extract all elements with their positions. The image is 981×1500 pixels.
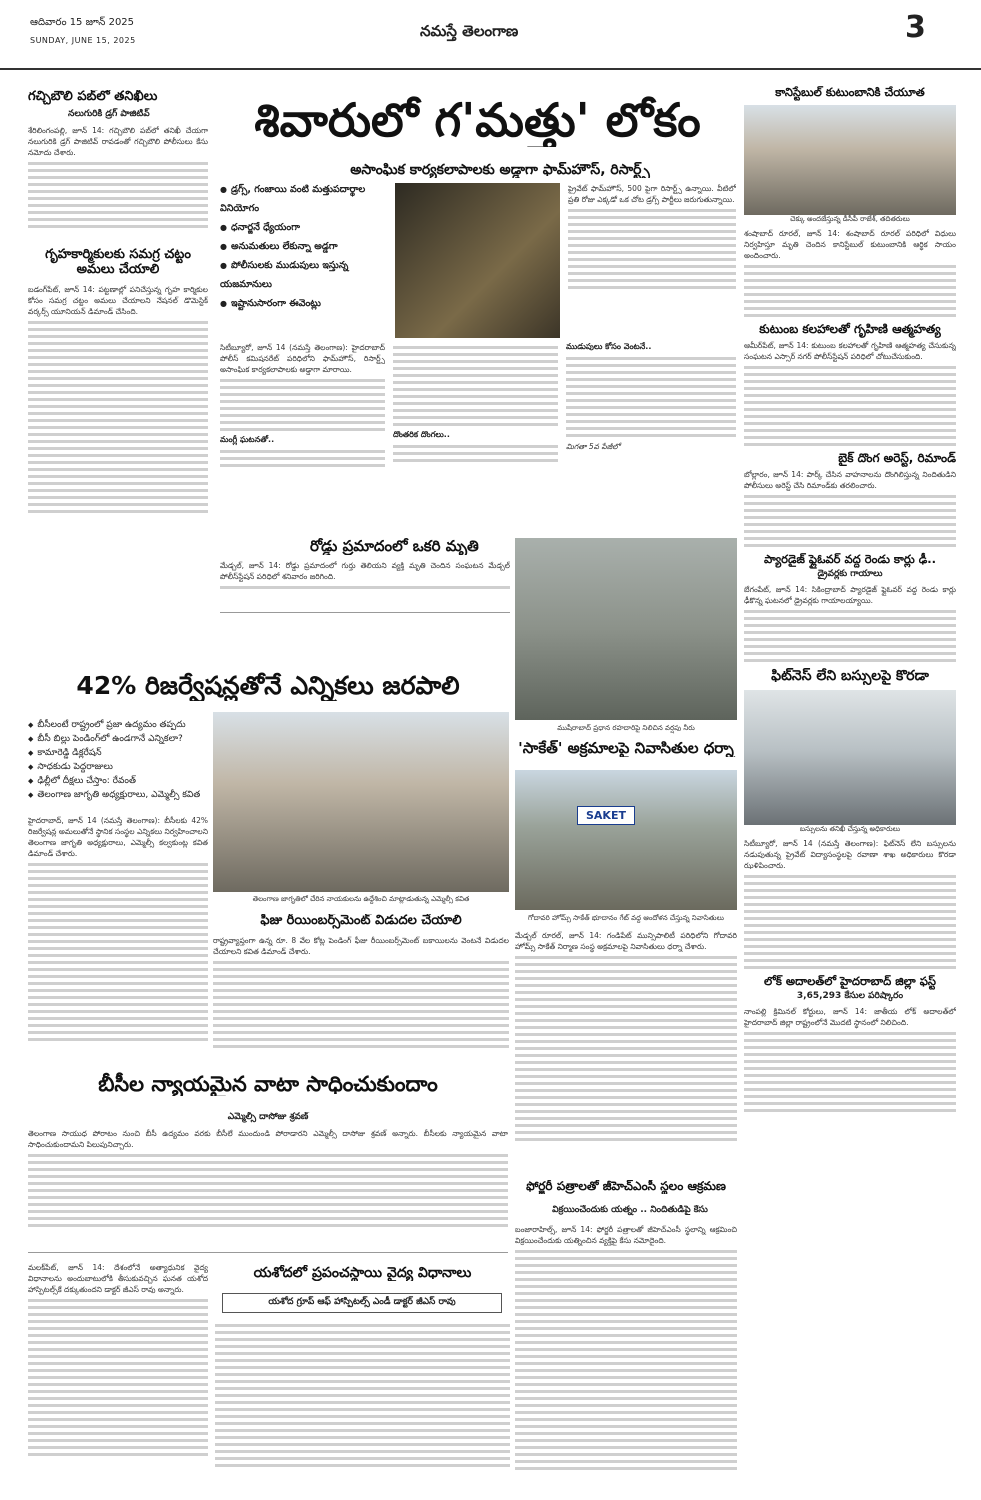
constable-caption: చెక్కు అందజేస్తున్న డీసీపీ రాజేశ్, తదితరులు [790,215,910,224]
forgery-body [515,1224,737,1494]
bc-byline: ఎమ్మెల్సీ దాసోజు శ్రవణ్ [227,1112,309,1122]
bus-fitness-body: సిటీబ్యూరో, జూన్ 14 (నమస్తే తెలంగాణ): ఫిట్‌నెస్ లేని బస్సులను నడుపుతున్న ప్రైవేట్ విద్యాసంస్థలపై రవాణా శాఖ అధికారులు కొరడా ఝళిపించారు. [744,839,956,871]
suicide-body: ఆమీర్‌పేట్, జూన్ 14: కుటుంబ కలహాలతో గృహిణి ఆత్మహత్య చేసుకున్న సంఘటన ఎస్సార్ నగర్ పోలీస్‌స్టేషన్ పరిధిలో చోటుచేసుకుంది. [744,341,956,362]
bullet-item: ● డ్రగ్స్, గంజాయి వంటి మత్తుపదార్థాల వినియోగం [220,180,390,218]
forgery-headline: ఫోర్జరీ పత్రాలతో జీహెచ్‌ఎంసీ స్థలం ఆక్రమణ [526,1180,726,1193]
reservation-point: ◆ తెలంగాణ జాగృతి అధ్యక్షురాలు, ఎమ్మెల్సీ కవిత [28,788,208,802]
inline-head-thieves: దొంతరిక దొంగలు.. [393,430,450,439]
yashoda-subhead: యశోద గ్రూప్ ఆఫ్ హాస్పిటల్స్ ఎండీ డాక్టర్ జీఎస్ రావు [222,1293,502,1313]
flyover-crash-headline: ప్యారడైజ్ ఫ్లైఓవర్ వద్ద రెండు కార్లు ఢీ.. [764,551,936,566]
inline-head-mangli: మంగ్లీ ఘటనతో.. [220,435,275,444]
inline-head-bribes: ముడుపులు కోసం వెంటనే.. [566,342,652,351]
pub-raid-body: శేరిలింగంపల్లి, జూన్ 14: గచ్చిబౌలి పబ్‌లో తనిఖీ చేయగా నలుగురికి డ్రగ్ పాజిటివ్ రావడంతో గచ్చిబౌలి పోలీసులు కేసు నమోదు చేశారు. [28,125,208,157]
date-english: SUNDAY, JUNE 15, 2025 [30,36,136,45]
constable-body: శంషాబాద్ రూరల్, జూన్ 14: శంషాబాద్ రూరల్ పరిధిలో విధులు నిర్వహిస్తూ మృతి చెందిన కానిస్టేబుల్ కుటుంబానికి ఆర్థిక సాయం అందించారు. [744,229,956,261]
reservation-point: ◆ బీసీలంటే రాష్ట్రంలో ప్రజా ఉద్యమం తప్పదు [28,718,208,732]
saket-body [515,930,737,1160]
bullet-item: ● ధనార్జనే ధ్యేయంగా [220,218,390,237]
yashoda-text: మలక్‌పేట్, జూన్ 14: దేశంలోనే అత్యాధునిక వైద్య విధానాలను అందుబాటులోకి తీసుకువచ్చిన ఘనత యశోద హాస్పిటల్స్‌కే దక్కుతుందని డాక్టర్ జీఎస్ రావు అన్నారు. [28,1263,208,1294]
road-accident-body [220,560,510,605]
main-story-col3 [568,183,736,338]
bike-thief-body: బోల్లారం, జూన్ 14: పార్క్ చేసిన వాహనాలను దొంగిలిస్తున్న నిందితుడిని పోలీసులు అరెస్ట్ చేసి రిమాండ్‌కు తరలించారు. [744,469,956,490]
bus-inspection-photo [744,690,956,825]
bus-fitness-headline: ఫిట్‌నెస్ లేని బస్సులపై కొరడా [771,668,929,685]
yashoda-right-body [215,1320,510,1494]
lok-adalat-body: నాంపల్లి క్రిమినల్ కోర్టులు, జూన్ 14: జాతీయ లోక్ అదాలత్‌లో హైదరాబాద్ జిల్లా రాష్ట్రంలోనే మొదటి స్థానంలో నిలిచింది. [744,1007,956,1028]
bullet-item: ● అనుమతులు లేకున్నా అడ్డగా [220,237,390,256]
right-column [744,86,956,1496]
paper-name: నమస్తే తెలంగాణ [420,22,519,40]
main-story-body [220,342,736,532]
yashoda-headline: యశోదలో ప్రపంచస్థాయి వైద్య విధానాలు [253,1265,472,1281]
kavitha-event-photo [213,712,509,892]
pub-raid-headline: గచ్చిబౌలి పబ్‌లో తనిఖీలు [28,90,158,104]
road-accident-text: మేడ్చల్, జూన్ 14: రోడ్డు ప్రమాదంలో గుర్తు తెలియని వ్యక్తి మృతి చెందిన సంఘటన మేడ్చల్ పోలీస్‌స్టేషన్ పరిధిలో శనివారం జరిగింది. [220,561,510,581]
fee-reimbursement-headline: ఫీజు రీయింబర్స్‌మెంట్ విడుదల చేయాలి [260,914,462,928]
lok-adalat-headline: లోక్ అదాలత్‌లో హైదరాబాద్ జిల్లా ఫస్ట్ [764,974,936,989]
main-bullets [220,180,390,330]
road-accident-headline: రోడ్డు ప్రమాదంలో ఒకరి మృతి [310,538,479,555]
flyover-crash-subhead: డ్రైవర్లకు గాయాలు [817,569,883,580]
bc-headline: బీసీల న్యాయమైన వాటా సాధించుకుందాం [98,1072,438,1096]
main-headline: శివారులో గ'మత్తు' లోకం [254,94,701,147]
constable-headline: కానిస్టేబుల్ కుటుంబానికి చేయూత [775,86,925,99]
fee-reimbursement-text: రాష్ట్రవ్యాప్తంగా ఉన్న రూ. 8 వేల కోట్ల పెండింగ్ ఫీజు రీయింబర్స్‌మెంట్ బకాయిలను వెంటనే విడుదల చేయాలని కవిత డిమాండ్ చేశారు. [213,936,509,956]
reservation-text: హైదరాబాద్, జూన్ 14 (నమస్తే తెలంగాణ): బీసీలకు 42% రిజర్వేషన్ల అమలుతోనే స్థానిక సంస్థల ఎన్నికలు నిర్వహించాలని తెలంగాణ జాగృతి అధ్యక్షురాలు, ఎమ్మెల్సీ కల్వకుంట్ల కవిత డిమాండ్ చేశారు. [28,816,208,858]
main-story-text: ప్రైవేట్ ఫామ్‌హౌస్, 500 పైగా రిసార్ట్స్ ఉన్నాయి. వీటిలో ప్రతి రోజు ఎక్కడో ఒక చోట డ్రగ్స్ పార్టీలు జరుగుతున్నాయి. [568,184,736,204]
reservation-point: ◆ బీసీ బిల్లు పెండింగ్‌లో ఉండగానే ఎన్నికలా? [28,732,208,746]
forgery-text: బంజారాహిల్స్, జూన్ 14: ఫోర్జరీ పత్రాలతో జీహెచ్‌ఎంసీ స్థలాన్ని ఆక్రమించి విక్రయించేందుకు యత్నించిన వ్యక్తిపై కేసు నమోదైంది. [515,1225,737,1245]
bike-thief-headline: బైక్ దొంగ అరెస్ట్, రిమాండ్ [838,451,956,466]
bus-inspection-caption: బస్సులను తనిఖీ చేస్తున్న అధికారులు [799,825,901,834]
bc-body [28,1128,508,1248]
waterlogged-road-caption: ముషీరాబాద్ ప్రధాన రహదారిపై నిలిచిన వర్షపు నీరు [557,724,695,732]
bc-text: తెలంగాణ సాయుధ పోరాటం నుంచి బీసీ ఉద్యమం వరకు బీసీలే ముందుండి పోరాడారని ఎమ్మెల్సీ దాసోజు శ్రవణ్ అన్నారు. బీసీలకు న్యాయమైన వాటా సాధించుకుందామని పిలుపునిచ్చారు. [28,1129,508,1149]
reservation-headline: 42% రిజర్వేషన్లతోనే ఎన్నికలు జరపాలి [76,672,460,700]
date-telugu: ఆదివారం 15 జూన్ 2025 [30,17,135,28]
reservation-body [28,815,208,1070]
waterlogged-road-photo [515,538,737,720]
reservation-point: ◆ కామారెడ్డి డిక్లరేషన్ [28,746,208,760]
left-column [28,90,208,690]
bullet-item: ● ఇష్టానుసారంగా ఈవెంట్లు [220,294,390,313]
saket-sign: SAKET [577,806,635,825]
main-story-lead: సిటీబ్యూరో, జూన్ 14 (నమస్తే తెలంగాణ): హైదరాబాద్ పోలీస్ కమిషనరేట్ పరిధిలోని ఫామ్‌హౌస్, రిసార్ట్స్ అసాంఘిక కార్యకలాపాలకు అడ్డాగా మారాయి. [220,343,385,374]
pub-raid-subhead: నలుగురికి డ్రగ్ పాజిటివ్ [68,108,150,119]
continued-note: మిగతా 5వ పేజీలో [566,442,620,451]
constable-family-photo [744,105,956,215]
main-subheadline: అసాంఘిక కార్యకలాపాలకు అడ్డాగా ఫామ్‌హౌస్, రిసార్ట్స్ [350,162,650,178]
reservation-point: ◆ సాధకుడు పెద్దరాజులు [28,760,208,774]
domestic-workers-body: బడంగ్‌పేట్, జూన్ 14: పట్టణాల్లో పనిచేస్తున్న గృహ కార్మికుల కోసం సమగ్ర చట్టం అమలు చేయాలని నేషనల్ డొమెస్టిక్ వర్కర్స్ యూనియన్ డిమాండ్ చేసింది. [28,284,208,316]
party-photo [395,183,560,338]
domestic-workers-headline: గృహకార్మికులకు సమగ్ర చట్టం అమలు చేయాలి [45,246,191,277]
saket-headline: 'సాకేత్' అక్రమాలపై నివాసితుల ధర్నా [518,740,734,757]
saket-caption: గోదావరి హోమ్స్ సాకేత్ భూదానం గేట్ వద్ద ఆందోళన చేస్తున్న నివాసితులు [528,914,724,922]
lok-adalat-subhead: 3,65,293 కేసుల పరిష్కారం [796,991,904,1002]
flyover-crash-body: బేగంపేట్, జూన్ 14: సికింద్రాబాద్ ప్యారడైజ్ ఫ్లైఓవర్ వద్ద రెండు కార్లు ఢీకొన్న ఘటనలో డ్రైవర్లకు గాయాలయ్యాయి. [744,585,956,606]
reservation-point: ◆ ఢిల్లీలో దీక్షలు చేస్తాం: రేవంత్ [28,774,208,788]
forgery-subhead: విక్రయించేందుకు యత్నం .. నిందితుడిపై కేసు [552,1205,708,1215]
reservation-points [28,718,208,808]
saket-text: మేడ్చల్ రూరల్, జూన్ 14: గండిపేట్ మున్సిపాలిటీ పరిధిలోని గోదావరి హోమ్స్ సాకేత్ నిర్మాణ సంస్థ అక్రమాలపై నివాసితులు ధర్నా చేశారు. [515,931,737,951]
bullet-item: ● పోలీసులకు ముడుపులు ఇస్తున్న యజమానులు [220,256,390,294]
saket-protest-photo [515,770,737,910]
yashoda-left-body [28,1262,208,1494]
masthead [0,0,981,70]
kavitha-event-caption: తెలంగాణ జాగృతిలో చేరిన నాయకులను ఉద్దేశించి మాట్లాడుతున్న ఎమ్మెల్సీ కవిత [252,895,470,903]
suicide-headline: కుటుంబ కలహాలతో గృహిణి ఆత్మహత్య [759,322,941,337]
fee-reimbursement-body [213,935,509,1070]
page-number: 3 [905,10,926,45]
